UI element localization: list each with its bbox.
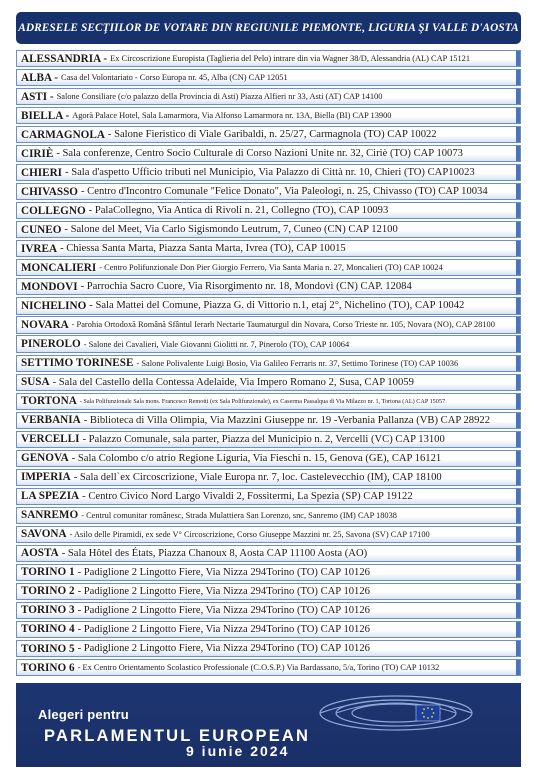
city-name: CIRIÈ xyxy=(21,147,54,160)
city-name: VERCELLI xyxy=(21,433,80,446)
list-item xyxy=(16,374,521,391)
list-item xyxy=(16,335,521,352)
address-text: - Sala d'aspetto Ufficio tributi nel Municipio, Via Palazzo di Città nr. 10, Chieri (TO) CAP10023 xyxy=(65,167,475,179)
list-item xyxy=(16,240,521,257)
address-text: - Asilo delle Piramidi, ex sede V° Circoscrizione, Corso Giuseppe Mazzini nr. 25, Savona (SV) CAP 17100 xyxy=(69,529,430,539)
address-text: Agorà Palace Hotel, Sala Lamarmora, Via Alfonso Lamarmora nr. 13A, Biella (BI) CAP 13900 xyxy=(72,111,392,121)
list-item xyxy=(16,564,521,581)
list-item xyxy=(16,164,521,181)
banner-subtitle: Alegeri pentru xyxy=(38,707,129,722)
list-item xyxy=(16,583,521,600)
address-text: - Sala Mattei del Comune, Piazza G. di Vittorio n.1, etaj 2°, Nichelino (TO), CAP 10042 xyxy=(89,300,465,312)
list-item xyxy=(16,88,521,105)
address-text: - Padiglione 2 Lingotto Fiere, Via Nizza 294Torino (TO) CAP 10126 xyxy=(77,623,370,635)
list-item xyxy=(16,545,521,562)
address-text: - Parrochia Sacro Cuore, Via Risorgimento nr. 18, Mondovì (CN) CAP. 12084 xyxy=(80,281,412,293)
list-item xyxy=(16,469,521,486)
city-name: TORINO 3 xyxy=(21,604,75,617)
address-text: - Centro d'Incontro Comunale "Felice Donato", Via Paleologi, n. 25, Chivasso (TO) CAP 10034 xyxy=(81,186,488,198)
address-text: - Sala dell`ex Circoscrizione, Viale Europa nr. 7, loc. Castelevecchio (IM), CAP 18100 xyxy=(73,471,442,483)
list-item xyxy=(16,488,521,505)
city-name: VERBANIA xyxy=(21,414,81,427)
list-item xyxy=(16,412,521,429)
address-text: - Padiglione 2 Lingotto Fiere, Via Nizza 294Torino (TO) CAP 10126 xyxy=(77,585,370,597)
city-name: CARMAGNOLA xyxy=(21,128,105,141)
address-text: - PalaCollegno, Via Antica di Rivoli n. 21, Collegno (TO), CAP 10093 xyxy=(88,205,389,217)
list-item xyxy=(16,507,521,524)
city-name: SUSA xyxy=(21,376,50,389)
address-text: - Padiglione 2 Lingotto Fiere, Via Nizza 294Torino (TO) CAP 10126 xyxy=(77,604,370,616)
address-text: - Biblioteca di Villa Olimpia, Via Mazzini Giuseppe nr. 19 -Verbania Pallanza (VB) CAP 28922 xyxy=(83,414,490,426)
city-name: MONCALIERI xyxy=(21,261,97,274)
address-text: - Parohia Ortodoxă Română Sfântul Ierarh Nectarie Taumaturgul din Novara, Corso Trieste nr. 105, Novara (NO), CAP 28100 xyxy=(71,320,495,330)
city-name: ALBA - xyxy=(21,71,58,84)
address-text: - Salone dei Cavalieri, Viale Giovanni Giolitti nr. 7, Pinerolo (TO), CAP 10064 xyxy=(83,339,350,349)
city-name: COLLEGNO xyxy=(21,204,86,217)
address-text: - Salone del Meet, Via Carlo Sigismondo Leutrum, 7, Cuneo (CN) CAP 12100 xyxy=(64,224,398,236)
address-text: - Padiglione 2 Lingotto Fiere, Via Nizza 294Torino (TO) CAP 10126 xyxy=(77,566,370,578)
address-text: Casa del Volontariato - Corso Europa nr. 45, Alba (CN) CAP 12051 xyxy=(61,73,288,83)
address-text: - Salone Polivalente Luigi Bosio, Via Galileo Ferraris nr. 37, Settimo Torinese (TO) CAP 10036 xyxy=(136,358,459,368)
city-name: NOVARA xyxy=(21,318,69,331)
european-parliament-logo-icon xyxy=(316,691,476,731)
city-name: BIELLA - xyxy=(21,109,70,122)
list-item xyxy=(16,50,521,67)
address-text: - Ex Centro Orientamento Scolastico Professionale (C.O.S.P.) Via Bardassano, 5/a, Torino (TO) CAP 10132 xyxy=(77,663,440,673)
address-text: - Padiglione 2 Lingotto Fiere, Via Nizza 294Torino (TO) CAP 10126 xyxy=(77,643,370,655)
address-text: - Centrul comunitar românesc, Strada Mulattiera San Lorenzo, snc, Sanremo (IM) CAP 18038 xyxy=(81,510,397,520)
city-name: CHIERI xyxy=(21,166,63,179)
list-item xyxy=(16,602,521,619)
list-item xyxy=(16,202,521,219)
address-text: - Salone Fieristico di Viale Garibaldi, n. 25/27, Carmagnola (TO) CAP 10022 xyxy=(107,129,437,141)
list-item xyxy=(16,526,521,543)
city-name: PINEROLO xyxy=(21,338,81,351)
election-banner xyxy=(16,683,521,767)
list-item xyxy=(16,659,521,676)
city-name: SETTIMO TORINESE xyxy=(21,357,134,370)
page-title xyxy=(16,12,521,44)
address-text: Salone Consiliare (c/o palazzo della Provincia di Asti) Piazza Alfieri nr 33, Asti (AT) CAP 14100 xyxy=(56,92,383,102)
banner-date: 9 iunie 2024 xyxy=(186,743,290,759)
list-item xyxy=(16,221,521,238)
list-item xyxy=(16,297,521,314)
list-item xyxy=(16,69,521,86)
city-name: MONDOVI xyxy=(21,280,78,293)
city-name: NICHELINO xyxy=(21,299,87,312)
list-item xyxy=(16,450,521,467)
list-item xyxy=(16,621,521,638)
address-text: Ex Circoscrizione Europista (Taglieria del Pelo) intrare din via Wagner 38/D, Alessandria (AL) CAP 15121 xyxy=(110,54,471,64)
list-item xyxy=(16,316,521,333)
city-name: TORTONA xyxy=(21,395,77,408)
list-item xyxy=(16,431,521,448)
city-name: TORINO 6 xyxy=(21,661,75,674)
address-text: - Chiessa Santa Marta, Piazza Santa Marta, Ivrea (TO), CAP 10015 xyxy=(60,243,346,255)
list-item xyxy=(16,183,521,200)
list-item xyxy=(16,259,521,276)
page-title-text: ADRESELE SECŢIILOR DE VOTARE DIN REGIUNILE PIEMONTE, LIGURIA ŞI VALLE D'AOSTA xyxy=(18,22,519,34)
city-name: AOSTA xyxy=(21,547,59,560)
city-name: CUNEO xyxy=(21,223,62,236)
polling-station-list xyxy=(16,50,521,678)
list-item xyxy=(16,278,521,295)
banner-title: PARLAMENTUL EUROPEAN xyxy=(44,727,311,745)
address-text: - Sala Polifunzionale Sala mons. Francesco Remotti (ex Sala Polifunzionale), ex Caserma Passalqua di Via Milazzo nr. 1, Tortona (AL) CAP 15057 xyxy=(79,397,446,405)
address-text: - Sala del Castello della Contessa Adelaide, Via Impero Romano 2, Susa, CAP 10059 xyxy=(52,376,414,388)
city-name: ALESSANDRIA - xyxy=(21,52,108,65)
list-item xyxy=(16,145,521,162)
address-text: - Centro Polifunzionale Don Pier Giorgio Ferrero, Via Santa Maria n. 27, Moncalieri (TO) CAP 10024 xyxy=(99,263,443,273)
address-text: - Sala conferenze, Centro Socio Culturale di Corso Nazioni Unite nr. 32, Ciriè (TO) CAP 10073 xyxy=(56,148,463,160)
address-text: - Palazzo Comunale, sala parter, Piazza del Municipio n. 2, Vercelli (VC) CAP 13100 xyxy=(82,433,445,445)
city-name: TORINO 4 xyxy=(21,623,75,636)
city-name: TORINO 1 xyxy=(21,566,75,579)
list-item xyxy=(16,355,521,372)
list-item xyxy=(16,640,521,657)
address-text: - Sala Hôtel des États, Piazza Chanoux 8, Aosta CAP 11100 Aosta (AO) xyxy=(61,547,368,559)
city-name: CHIVASSO xyxy=(21,185,78,198)
city-name: SANREMO xyxy=(21,509,79,522)
list-item xyxy=(16,393,521,410)
city-name: IMPERIA xyxy=(21,471,71,484)
city-name: GENOVA xyxy=(21,452,69,465)
address-text: - Centro Civico Nord Largo Vivaldi 2, Fossitermi, La Spezia (SP) CAP 19122 xyxy=(82,490,413,502)
city-name: TORINO 2 xyxy=(21,585,75,598)
city-name: LA SPEZIA xyxy=(21,490,80,503)
city-name: TORINO 5 xyxy=(21,642,75,655)
address-text: - Sala Colombo c/o atrio Regione Liguria, Via Fieschi n. 15, Genova (GE), CAP 16121 xyxy=(71,452,442,464)
list-item xyxy=(16,107,521,124)
city-name: ASTI - xyxy=(21,90,54,103)
city-name: IVREA xyxy=(21,242,58,255)
list-item xyxy=(16,126,521,143)
city-name: SAVONA xyxy=(21,528,67,541)
